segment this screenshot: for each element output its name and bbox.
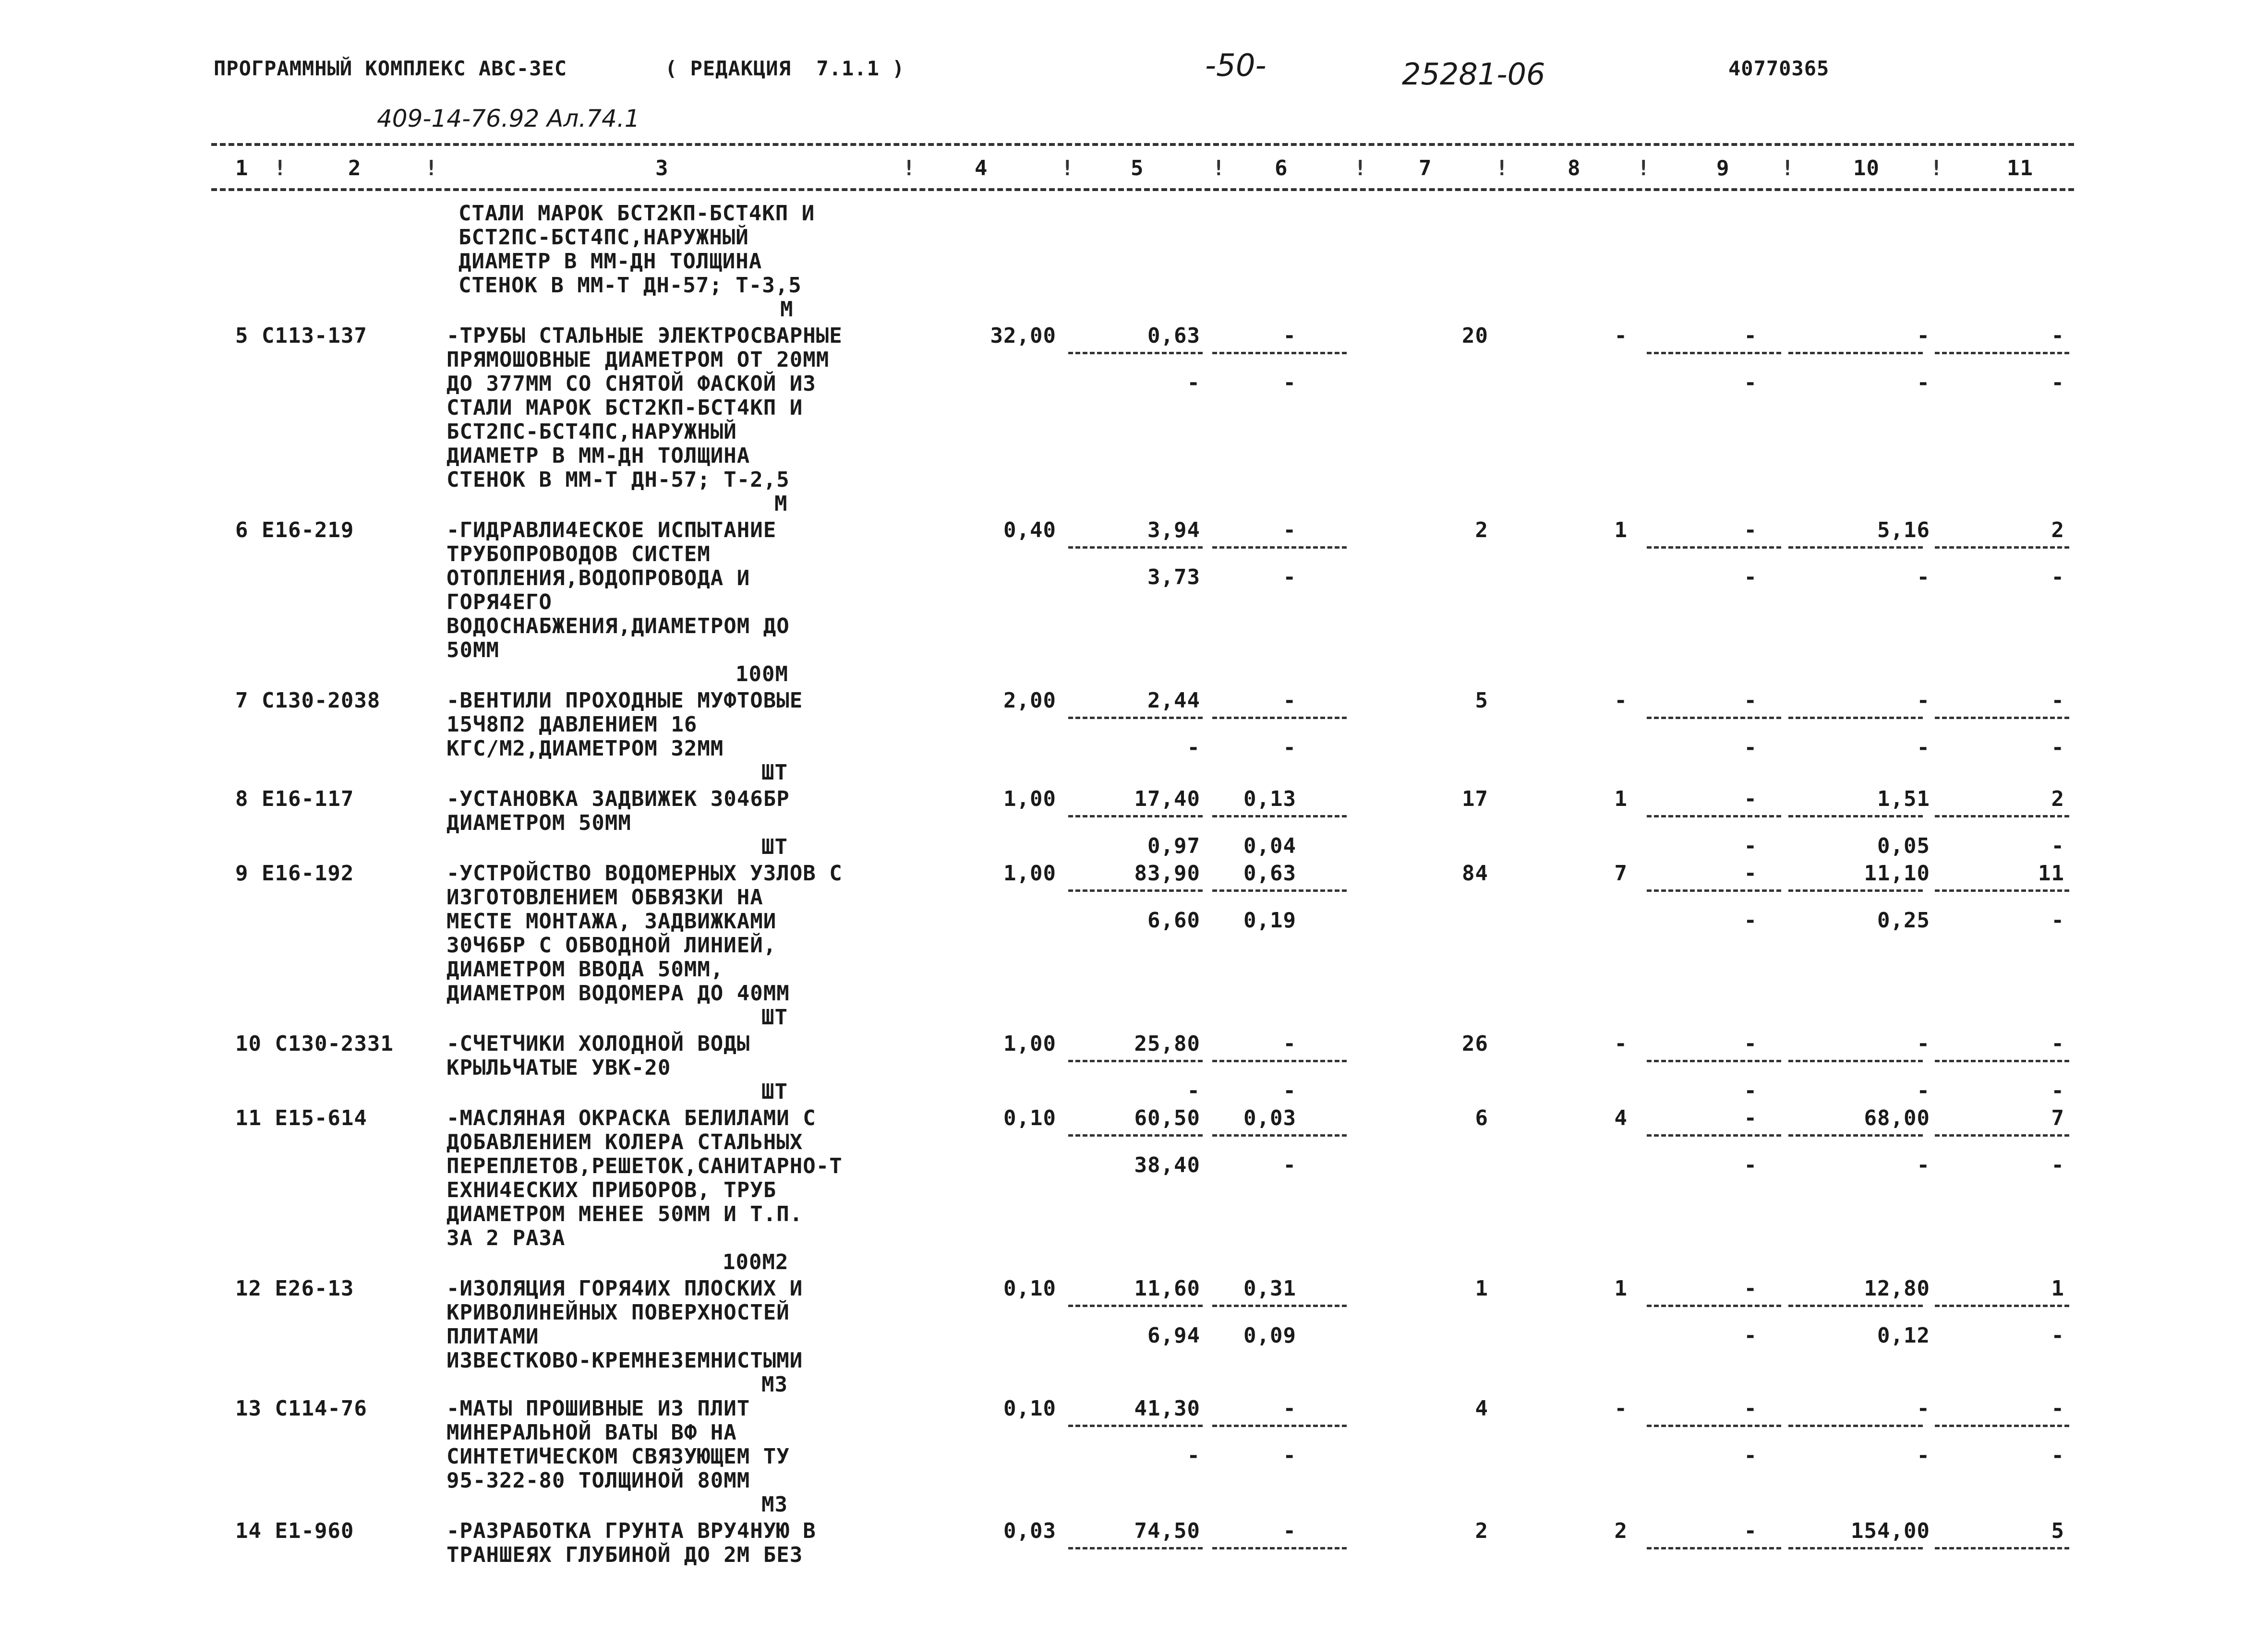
quantity-value: 0,40: [1003, 518, 1056, 542]
machine-cost-sub-value: -: [1283, 1079, 1296, 1103]
column-number: 7: [1419, 156, 1432, 180]
unit-cost-value: 74,50: [1134, 1519, 1200, 1543]
machine-cost-sub-value: -: [1283, 1153, 1296, 1177]
description-line: -ВЕНТИЛИ ПРОХОДНЫЕ МУФТОВЫЕ: [446, 688, 803, 713]
description-line: 50ММ: [446, 638, 499, 662]
fraction-line: [1788, 889, 1923, 892]
fraction-line: [1212, 717, 1347, 719]
column-9-sub-value: -: [1744, 1443, 1757, 1468]
column-number: 8: [1568, 156, 1581, 180]
fraction-line: [1647, 1547, 1781, 1549]
description-line: ТРУБОПРОВОДОВ СИСТЕМ: [446, 542, 711, 566]
row-description: [446, 1519, 816, 1567]
column-separator: !: [1496, 156, 1509, 180]
fraction-line: [1212, 1425, 1347, 1427]
continuation-line: М: [780, 297, 794, 322]
fraction-line: [1788, 546, 1923, 549]
fraction-line: [1212, 352, 1347, 354]
description-line: ДИАМЕТРОМ 50ММ: [446, 811, 631, 835]
description-line: ШТ: [761, 1005, 788, 1030]
quantity-value: 0,10: [1003, 1276, 1056, 1301]
document-code: 40770365: [1728, 57, 1830, 80]
column-number: 4: [975, 156, 988, 180]
column-separator: !: [425, 156, 438, 180]
machine-cost-sub-value: -: [1283, 1443, 1296, 1468]
unit-cost-value: 3,94: [1147, 518, 1200, 542]
column-number: 6: [1275, 156, 1288, 180]
unit-cost-sub-value: 6,60: [1147, 908, 1200, 933]
column-number: 3: [655, 156, 669, 180]
fraction-line: [1788, 1305, 1923, 1307]
column-11-sub-value: -: [2051, 1153, 2064, 1177]
row-code: 14 Е1-960: [235, 1519, 354, 1543]
continuation-line: ДИАМЕТР В ММ-ДН ТОЛЩИНА: [458, 249, 762, 274]
fraction-line: [1935, 815, 2069, 817]
description-line: М: [774, 492, 788, 516]
fraction-line: [1647, 546, 1781, 549]
fraction-line: [1068, 717, 1203, 719]
description-line: ПЛИТАМИ: [446, 1324, 539, 1349]
description-line: ДИАМЕТРОМ ВОДОМЕРА ДО 40ММ: [446, 981, 790, 1006]
fraction-line: [1212, 1134, 1347, 1137]
column-11-sub-value: -: [2051, 834, 2064, 858]
column-9-value: -: [1744, 324, 1757, 348]
quantity-value: 1,00: [1003, 1032, 1056, 1056]
column-8-value: 4: [1614, 1106, 1628, 1130]
column-9-value: -: [1744, 1519, 1757, 1543]
description-line: -УСТАНОВКА ЗАДВИЖЕК 3046БР: [446, 787, 790, 811]
fraction-line: [1212, 1060, 1347, 1062]
description-line: -ИЗОЛЯЦИЯ ГОРЯ4ИХ ПЛОСКИХ И: [446, 1276, 803, 1301]
labor-value: 154,00: [1851, 1519, 1930, 1543]
machine-cost-sub-value: -: [1283, 565, 1296, 589]
column-number: 5: [1131, 156, 1144, 180]
labor-sub-value: -: [1917, 1079, 1930, 1103]
fraction-line: [1212, 815, 1347, 817]
column-8-value: -: [1614, 688, 1628, 713]
total-cost-value: 5: [1475, 688, 1488, 713]
labor-sub-value: 0,12: [1877, 1323, 1930, 1348]
column-number: 11: [2007, 156, 2033, 180]
labor-value: -: [1917, 1396, 1930, 1421]
document-number: 25281-06: [1402, 57, 1545, 92]
labor-value: 12,80: [1864, 1276, 1930, 1301]
quantity-value: 32,00: [990, 324, 1056, 348]
fraction-line: [1068, 815, 1203, 817]
column-8-value: 1: [1614, 787, 1628, 811]
description-line: 30Ч6БР С ОБВОДНОЙ ЛИНИЕЙ,: [446, 933, 777, 958]
machine-cost-value: -: [1283, 324, 1296, 348]
program-title: ПРОГРАММНЫЙ КОМПЛЕКС АВС-3ЕС: [214, 57, 567, 80]
fraction-line: [1788, 1425, 1923, 1427]
column-11-sub-value: -: [2051, 735, 2064, 760]
description-line: ДИАМЕТРОМ МЕНЕЕ 50ММ И Т.П.: [446, 1202, 803, 1226]
column-separator: !: [1061, 156, 1074, 180]
fraction-line: [1788, 717, 1923, 719]
column-8-value: 1: [1614, 1276, 1628, 1301]
labor-sub-value: -: [1917, 371, 1930, 395]
continuation-text: [458, 202, 815, 322]
unit-cost-value: 0,63: [1147, 324, 1200, 348]
quantity-value: 2,00: [1003, 688, 1056, 713]
column-8-value: -: [1614, 1396, 1628, 1421]
fraction-line: [1212, 1305, 1347, 1307]
column-11-sub-value: -: [2051, 1323, 2064, 1348]
column-11-value: 1: [2051, 1276, 2064, 1301]
description-line: МИНЕРАЛЬНОЙ ВАТЫ ВФ НА: [446, 1420, 737, 1445]
fraction-line: [1647, 1134, 1781, 1137]
total-cost-value: 2: [1475, 1519, 1488, 1543]
machine-cost-value: 0,31: [1243, 1276, 1296, 1301]
row-description: [446, 1032, 788, 1104]
description-line: ШТ: [761, 835, 788, 859]
description-line: 15Ч8П2 ДАВЛЕНИЕМ 16: [446, 712, 698, 737]
fraction-line: [1647, 717, 1781, 719]
description-line: М3: [761, 1372, 788, 1397]
fraction-line: [1212, 889, 1347, 892]
description-line: М3: [761, 1492, 788, 1517]
header-rule-bottom: [211, 188, 2074, 191]
fraction-line: [1647, 889, 1781, 892]
machine-cost-sub-value: 0,04: [1243, 834, 1296, 858]
labor-value: -: [1917, 1032, 1930, 1056]
fraction-line: [1647, 1425, 1781, 1427]
total-cost-value: 84: [1462, 861, 1488, 886]
fraction-line: [1068, 1134, 1203, 1137]
column-11-sub-value: -: [2051, 908, 2064, 933]
row-description: [446, 1106, 843, 1274]
fraction-line: [1647, 1060, 1781, 1062]
machine-cost-value: -: [1283, 1396, 1296, 1421]
total-cost-value: 1: [1475, 1276, 1488, 1301]
description-line: ИЗГОТОВЛЕНИЕМ ОБВЯЗКИ НА: [446, 885, 763, 910]
labor-sub-value: -: [1917, 565, 1930, 589]
fraction-line: [1068, 1425, 1203, 1427]
description-line: СТАЛИ МАРОК БСТ2КП-БСТ4КП И: [446, 396, 803, 420]
column-separator: !: [1354, 156, 1367, 180]
column-9-value: -: [1744, 518, 1757, 542]
row-code: 6 Е16-219: [235, 518, 354, 542]
description-line: ПРЯМОШОВНЫЕ ДИАМЕТРОМ ОТ 20ММ: [446, 348, 830, 372]
row-code: 8 Е16-117: [235, 787, 354, 811]
fraction-line: [1788, 815, 1923, 817]
unit-cost-value: 25,80: [1134, 1032, 1200, 1056]
row-code: 5 С113-137: [235, 324, 367, 348]
unit-cost-sub-value: 3,73: [1147, 565, 1200, 589]
continuation-line: СТЕНОК В ММ-Т ДН-57; Т-3,5: [458, 273, 802, 298]
quantity-value: 0,03: [1003, 1519, 1056, 1543]
row-description: [446, 1397, 790, 1517]
description-line: -МАСЛЯНАЯ ОКРАСКА БЕЛИЛАМИ С: [446, 1106, 816, 1130]
unit-cost-value: 2,44: [1147, 688, 1200, 713]
machine-cost-sub-value: -: [1283, 735, 1296, 760]
column-separator: !: [274, 156, 287, 180]
fraction-line: [1647, 352, 1781, 354]
machine-cost-value: 0,13: [1243, 787, 1296, 811]
fraction-line: [1788, 1134, 1923, 1137]
description-line: ТРАНШЕЯХ ГЛУБИНОЙ ДО 2М БЕЗ: [446, 1543, 803, 1567]
description-line: ГОРЯ4ЕГО: [446, 590, 552, 614]
column-11-value: -: [2051, 324, 2064, 348]
column-number: 10: [1853, 156, 1880, 180]
machine-cost-sub-value: -: [1283, 371, 1296, 395]
column-9-sub-value: -: [1744, 735, 1757, 760]
description-line: 100М: [736, 662, 788, 686]
row-code: 10 С130-2331: [235, 1032, 394, 1056]
fraction-line: [1935, 717, 2069, 719]
quantity-value: 1,00: [1003, 787, 1056, 811]
machine-cost-value: -: [1283, 1519, 1296, 1543]
description-line: МЕСТЕ МОНТАЖА, ЗАДВИЖКАМИ: [446, 909, 777, 934]
fraction-line: [1212, 1547, 1347, 1549]
column-number: 2: [348, 156, 362, 180]
column-9-value: -: [1744, 1032, 1757, 1056]
description-line: КРИВОЛИНЕЙНЫХ ПОВЕРХНОСТЕЙ: [446, 1300, 790, 1325]
description-line: 95-322-80 ТОЛЩИНОЙ 80ММ: [446, 1468, 750, 1493]
fraction-line: [1068, 1305, 1203, 1307]
column-11-value: 5: [2051, 1519, 2064, 1543]
fraction-line: [1935, 1547, 2069, 1549]
fraction-line: [1935, 1425, 2069, 1427]
header-rule-top: [211, 143, 2074, 146]
fraction-line: [1935, 1305, 2069, 1307]
column-11-value: -: [2051, 1032, 2064, 1056]
column-11-value: 2: [2051, 787, 2064, 811]
column-11-sub-value: -: [2051, 565, 2064, 589]
machine-cost-value: -: [1283, 1032, 1296, 1056]
column-separator: !: [1930, 156, 1943, 180]
column-9-value: -: [1744, 688, 1757, 713]
row-description: [446, 862, 843, 1030]
column-8-value: 2: [1614, 1519, 1628, 1543]
column-9-value: -: [1744, 1106, 1757, 1130]
description-line: СТЕНОК В ММ-Т ДН-57; Т-2,5: [446, 468, 790, 492]
column-9-sub-value: -: [1744, 908, 1757, 933]
column-11-sub-value: -: [2051, 371, 2064, 395]
column-separator: !: [1637, 156, 1651, 180]
column-11-sub-value: -: [2051, 1443, 2064, 1468]
description-line: -СЧЕТЧИКИ ХОЛОДНОЙ ВОДЫ: [446, 1032, 750, 1056]
fraction-line: [1788, 1060, 1923, 1062]
description-line: СИНТЕТИЧЕСКОМ СВЯЗУЮЩЕМ ТУ: [446, 1444, 790, 1469]
column-11-value: -: [2051, 1396, 2064, 1421]
description-line: ДОБАВЛЕНИЕМ КОЛЕРА СТАЛЬНЫХ: [446, 1130, 803, 1154]
labor-value: 11,10: [1864, 861, 1930, 886]
fraction-line: [1788, 1547, 1923, 1549]
labor-sub-value: 0,25: [1877, 908, 1930, 933]
fraction-line: [1788, 352, 1923, 354]
fraction-line: [1935, 352, 2069, 354]
column-separator: !: [1212, 156, 1226, 180]
column-11-value: -: [2051, 688, 2064, 713]
fraction-line: [1068, 889, 1203, 892]
quantity-value: 0,10: [1003, 1396, 1056, 1421]
row-description: [446, 324, 843, 516]
unit-cost-value: 17,40: [1134, 787, 1200, 811]
labor-sub-value: 0,05: [1877, 834, 1930, 858]
column-9-sub-value: -: [1744, 565, 1757, 589]
total-cost-value: 6: [1475, 1106, 1488, 1130]
labor-value: 5,16: [1877, 518, 1930, 542]
column-8-value: -: [1614, 324, 1628, 348]
column-9-sub-value: -: [1744, 1079, 1757, 1103]
column-9-value: -: [1744, 1276, 1757, 1301]
total-cost-value: 2: [1475, 518, 1488, 542]
labor-value: 1,51: [1877, 787, 1930, 811]
unit-cost-value: 83,90: [1134, 861, 1200, 886]
description-line: -РАЗРАБОТКА ГРУНТА ВРУ4НУЮ В: [446, 1519, 816, 1543]
column-11-sub-value: -: [2051, 1079, 2064, 1103]
column-separator: !: [1781, 156, 1795, 180]
labor-sub-value: -: [1917, 735, 1930, 760]
description-line: ДИАМЕТРОМ ВВОДА 50ММ,: [446, 957, 724, 982]
fraction-line: [1647, 815, 1781, 817]
column-8-value: 1: [1614, 518, 1628, 542]
description-line: КГС/М2,ДИАМЕТРОМ 32ММ: [446, 736, 724, 761]
total-cost-value: 20: [1462, 324, 1488, 348]
column-9-value: -: [1744, 787, 1757, 811]
row-description: [446, 1277, 803, 1397]
fraction-line: [1935, 546, 2069, 549]
row-description: [446, 518, 790, 686]
machine-cost-sub-value: 0,19: [1243, 908, 1296, 933]
continuation-line: БСТ2ПС-БСТ4ПС,НАРУЖНЫЙ: [458, 225, 749, 250]
column-8-value: -: [1614, 1032, 1628, 1056]
description-line: ОТОПЛЕНИЯ,ВОДОПРОВОДА И: [446, 566, 750, 590]
labor-sub-value: -: [1917, 1443, 1930, 1468]
row-code: 9 Е16-192: [235, 861, 354, 886]
row-code: 13 С114-76: [235, 1396, 367, 1421]
labor-sub-value: -: [1917, 1153, 1930, 1177]
fraction-line: [1068, 1547, 1203, 1549]
quantity-value: 0,10: [1003, 1106, 1056, 1130]
description-line: ДО 377ММ СО СНЯТОЙ ФАСКОЙ ИЗ: [446, 372, 816, 396]
column-number: 9: [1716, 156, 1730, 180]
total-cost-value: 4: [1475, 1396, 1488, 1421]
unit-cost-sub-value: 38,40: [1134, 1153, 1200, 1177]
column-11-value: 11: [2038, 861, 2064, 886]
row-code: 7 С130-2038: [235, 688, 381, 713]
column-9-sub-value: -: [1744, 1153, 1757, 1177]
description-line: ЕХНИ4ЕСКИХ ПРИБОРОВ, ТРУБ: [446, 1178, 777, 1202]
unit-cost-sub-value: -: [1187, 1443, 1200, 1468]
fraction-line: [1068, 1060, 1203, 1062]
column-9-sub-value: -: [1744, 834, 1757, 858]
row-code: 11 Е15-614: [235, 1106, 367, 1130]
column-11-value: 2: [2051, 518, 2064, 542]
column-number: 1: [235, 156, 249, 180]
row-description: [446, 689, 803, 785]
labor-value: 68,00: [1864, 1106, 1930, 1130]
row-description: [446, 787, 790, 859]
unit-cost-sub-value: 0,97: [1147, 834, 1200, 858]
unit-cost-sub-value: -: [1187, 1079, 1200, 1103]
unit-cost-value: 41,30: [1134, 1396, 1200, 1421]
row-code: 12 Е26-13: [235, 1276, 354, 1301]
description-line: ИЗВЕСТКОВО-КРЕМНЕЗЕМНИСТЫМИ: [446, 1348, 803, 1373]
edition-label: ( РЕДАКЦИЯ 7.1.1 ): [665, 57, 905, 80]
description-line: 100М2: [723, 1250, 789, 1274]
quantity-value: 1,00: [1003, 861, 1056, 886]
total-cost-value: 17: [1462, 787, 1488, 811]
description-line: ДИАМЕТР В ММ-ДН ТОЛЩИНА: [446, 444, 750, 468]
description-line: ПЕРЕПЛЕТОВ,РЕШЕТОК,САНИТАРНО-Т: [446, 1154, 843, 1178]
labor-value: -: [1917, 688, 1930, 713]
unit-cost-value: 11,60: [1134, 1276, 1200, 1301]
machine-cost-sub-value: 0,09: [1243, 1323, 1296, 1348]
unit-cost-sub-value: -: [1187, 735, 1200, 760]
fraction-line: [1212, 546, 1347, 549]
page-number: -50-: [1205, 48, 1267, 84]
column-9-sub-value: -: [1744, 1323, 1757, 1348]
description-line: БСТ2ПС-БСТ4ПС,НАРУЖНЫЙ: [446, 420, 737, 444]
description-line: -ТРУБЫ СТАЛЬНЫЕ ЭЛЕКТРОСВАРНЫЕ: [446, 324, 843, 348]
labor-value: -: [1917, 324, 1930, 348]
machine-cost-value: -: [1283, 518, 1296, 542]
description-line: -МАТЫ ПРОШИВНЫЕ ИЗ ПЛИТ: [446, 1396, 750, 1421]
description-line: -ГИДРАВЛИ4ЕСКОЕ ИСПЫТАНИЕ: [446, 518, 777, 542]
description-line: -УСТРОЙСТВО ВОДОМЕРНЫХ УЗЛОВ С: [446, 861, 843, 886]
fraction-line: [1935, 889, 2069, 892]
fraction-line: [1068, 352, 1203, 354]
column-9-sub-value: -: [1744, 371, 1757, 395]
machine-cost-value: 0,03: [1243, 1106, 1296, 1130]
fraction-line: [1647, 1305, 1781, 1307]
fraction-line: [1935, 1060, 2069, 1062]
unit-cost-sub-value: -: [1187, 371, 1200, 395]
continuation-line: СТАЛИ МАРОК БСТ2КП-БСТ4КП И: [458, 201, 815, 226]
description-line: ЗА 2 РАЗА: [446, 1226, 566, 1250]
fraction-line: [1935, 1134, 2069, 1137]
unit-cost-value: 60,50: [1134, 1106, 1200, 1130]
description-line: ВОДОСНАБЖЕНИЯ,ДИАМЕТРОМ ДО: [446, 614, 790, 638]
column-11-value: 7: [2051, 1106, 2064, 1130]
column-9-value: -: [1744, 861, 1757, 886]
description-line: ШТ: [761, 1080, 788, 1104]
column-8-value: 7: [1614, 861, 1628, 886]
description-line: КРЫЛЬЧАТЫЕ УВК-20: [446, 1056, 671, 1080]
project-reference: 409-14-76.92 Ал.74.1: [377, 105, 640, 132]
column-9-value: -: [1744, 1396, 1757, 1421]
machine-cost-value: 0,63: [1243, 861, 1296, 886]
column-separator: !: [903, 156, 916, 180]
unit-cost-sub-value: 6,94: [1147, 1323, 1200, 1348]
machine-cost-value: -: [1283, 688, 1296, 713]
fraction-line: [1068, 546, 1203, 549]
total-cost-value: 26: [1462, 1032, 1488, 1056]
description-line: ШТ: [761, 760, 788, 785]
